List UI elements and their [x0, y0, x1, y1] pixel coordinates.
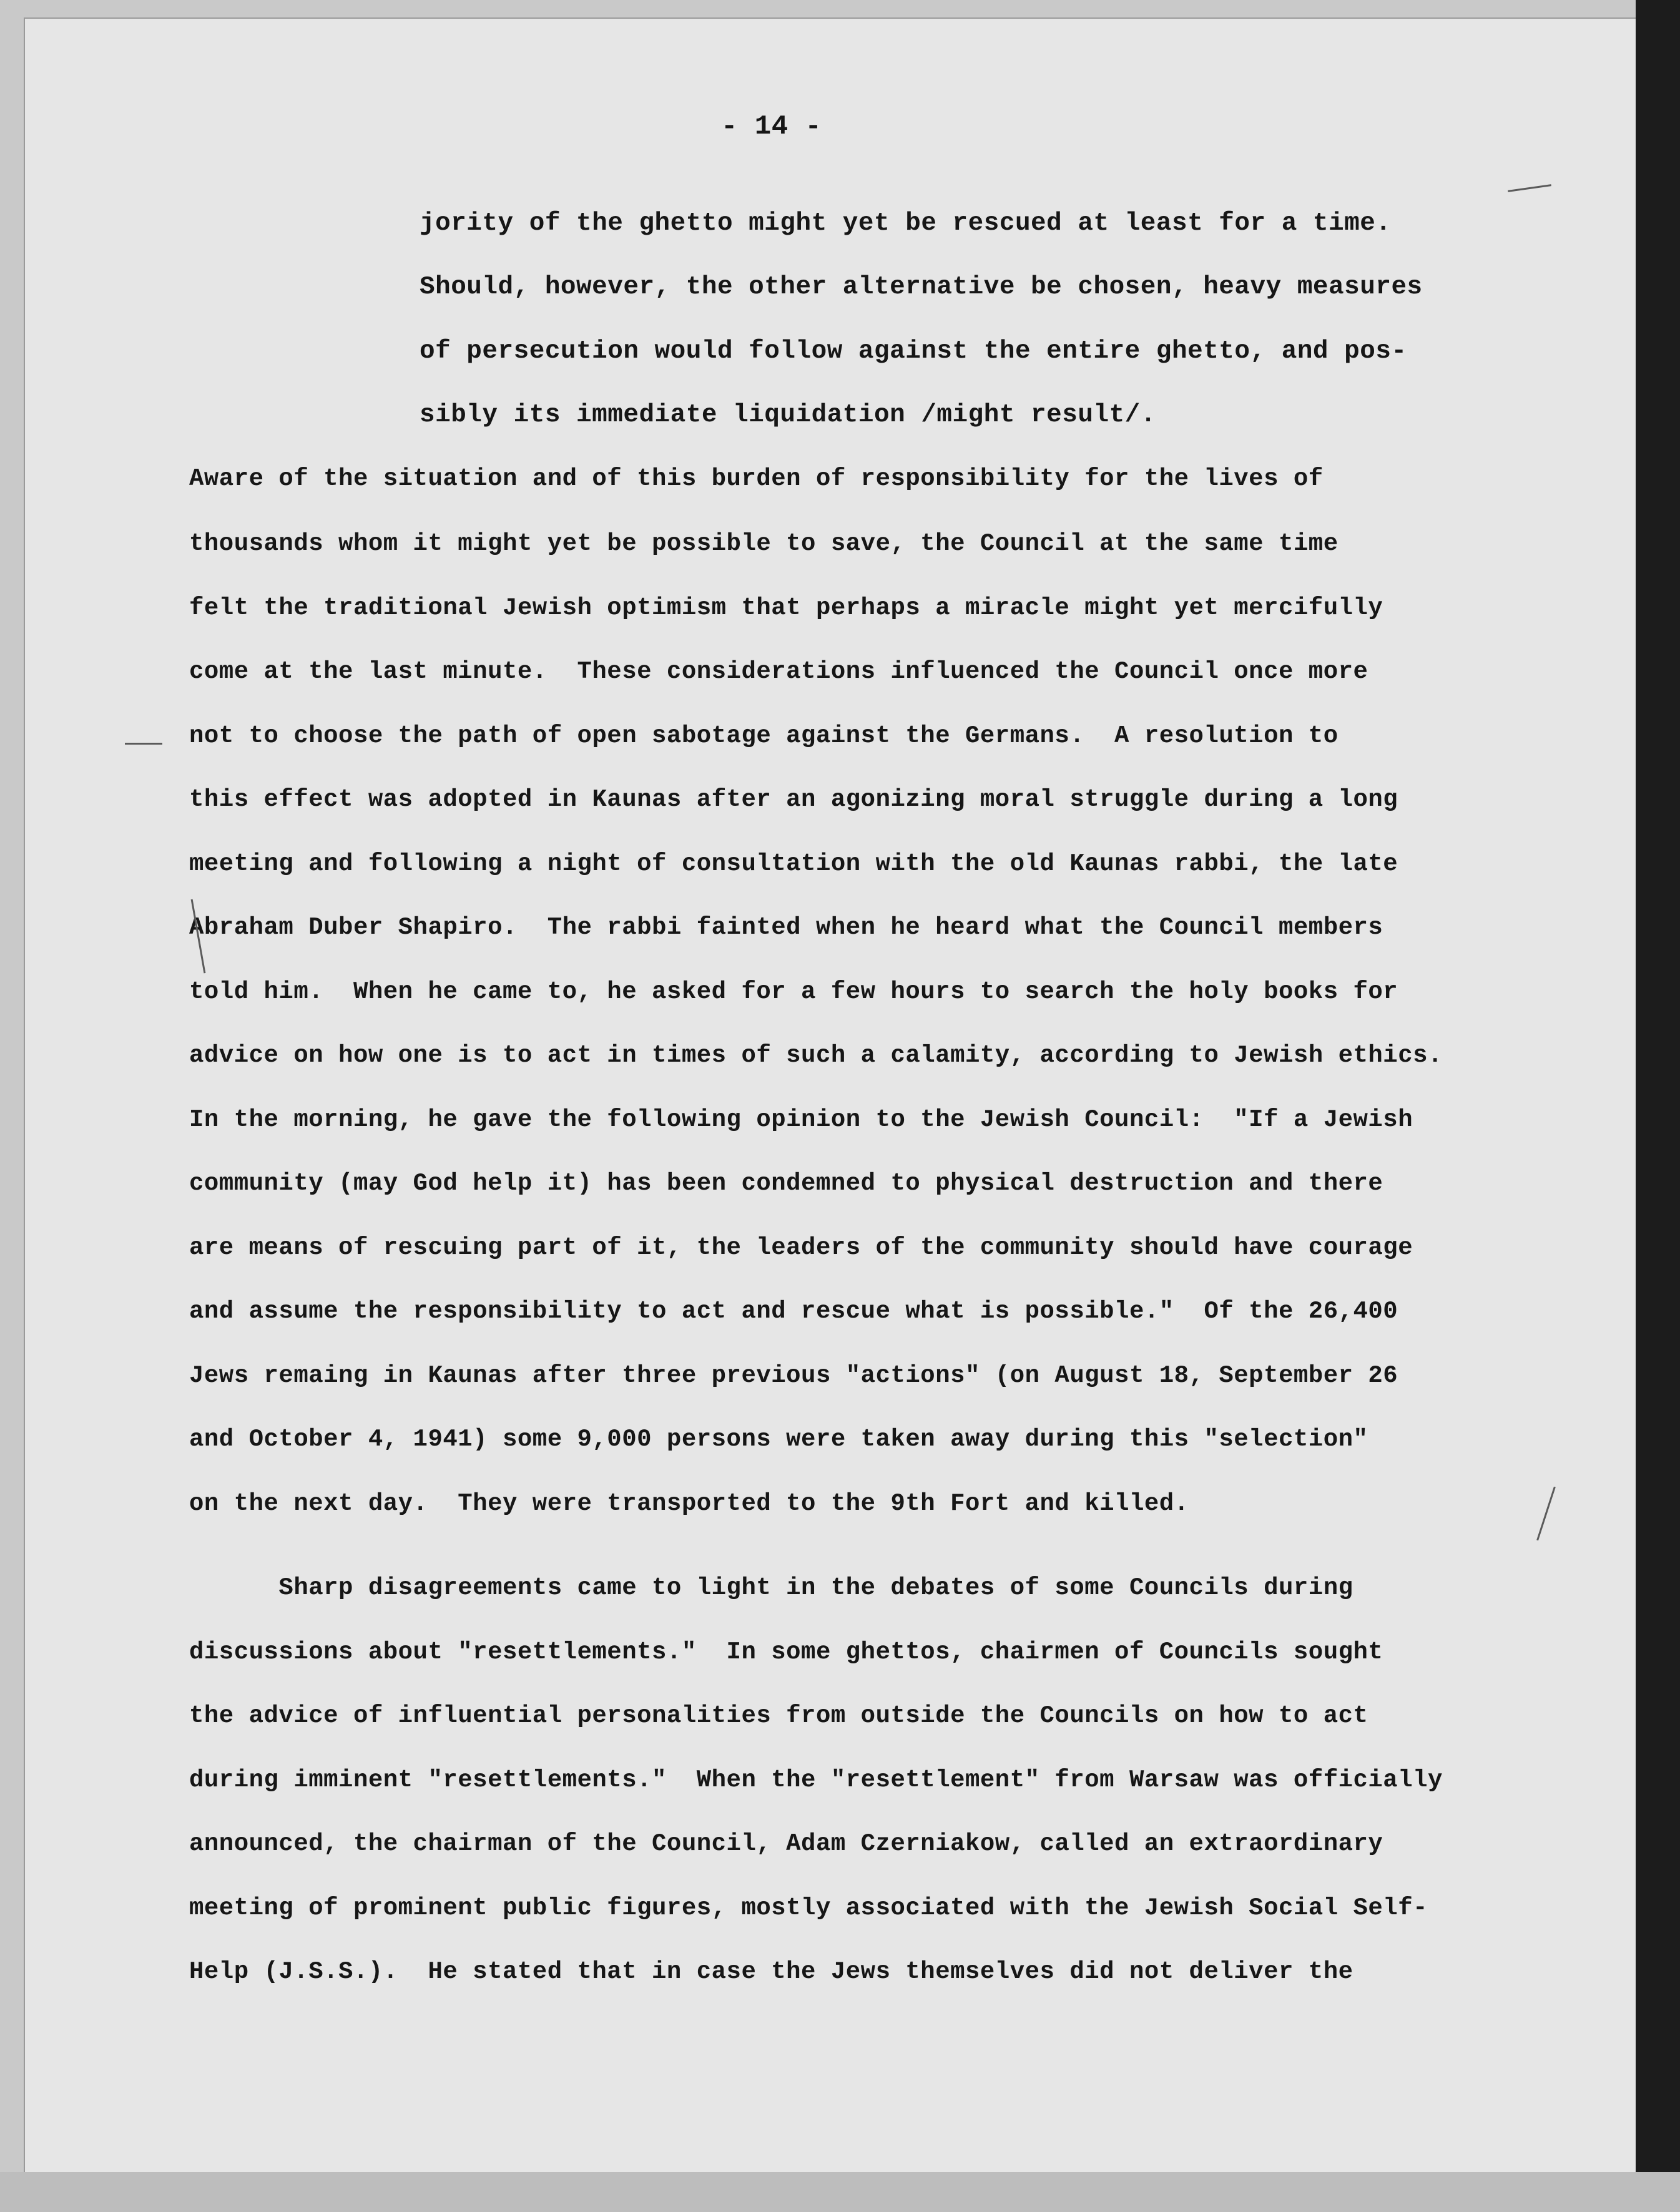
- paragraph-line: thousands whom it might yet be possible to save, the Council at the same time: [189, 530, 1339, 557]
- paragraph-line: are means of rescuing part of it, the leaders of the community should have courage: [189, 1234, 1413, 1261]
- quote-line: jority of the ghetto might yet be rescued at least for a time.: [420, 209, 1392, 238]
- paragraph-line: on the next day. They were transported to the 9th Fort and killed.: [189, 1490, 1189, 1517]
- paragraph-line: not to choose the path of open sabotage against the Germans. A resolution to: [189, 722, 1339, 750]
- paragraph-line: Abraham Duber Shapiro. The rabbi fainted when he heard what the Council members: [189, 914, 1383, 941]
- paragraph-line: discussions about "resettlements." In some ghettos, chairmen of Councils sought: [189, 1638, 1383, 1666]
- paragraph-line: meeting of prominent public figures, mostly associated with the Jewish Social Self-: [189, 1894, 1428, 1922]
- paragraph-line: this effect was adopted in Kaunas after an agonizing moral struggle during a long: [189, 786, 1398, 813]
- paragraph-line: during imminent "resettlements." When the "resettlement" from Warsaw was officially: [189, 1766, 1443, 1794]
- paragraph-line: Jews remaing in Kaunas after three previous "actions" (on August 18, September 26: [189, 1362, 1398, 1389]
- quote-line: Should, however, the other alternative be chosen, heavy measures: [420, 273, 1423, 301]
- paragraph-line: come at the last minute. These considerations influenced the Council once more: [189, 658, 1368, 685]
- scan-border-bottom: [0, 2172, 1680, 2212]
- paragraph-line: In the morning, he gave the following opinion to the Jewish Council: "If a Jewish: [189, 1106, 1413, 1133]
- paragraph-line: meeting and following a night of consultation with the old Kaunas rabbi, the late: [189, 850, 1398, 878]
- paragraph-line: Aware of the situation and of this burden of responsibility for the lives of: [189, 465, 1324, 492]
- paragraph-line: Help (J.S.S.). He stated that in case the Jews themselves did not deliver the: [189, 1958, 1353, 1985]
- paragraph-line: and assume the responsibility to act and rescue what is possible." Of the 26,400: [189, 1298, 1398, 1325]
- paragraph-line: community (may God help it) has been condemned to physical destruction and there: [189, 1170, 1383, 1197]
- page-number: - 14 -: [721, 111, 822, 142]
- paragraph-line: felt the traditional Jewish optimism that perhaps a miracle might yet mercifully: [189, 594, 1383, 622]
- scan-border-right: [1636, 0, 1680, 2212]
- quote-line: sibly its immediate liquidation /might result/.: [420, 401, 1156, 429]
- paragraph-line: Sharp disagreements came to light in the debates of some Councils during: [189, 1574, 1353, 1602]
- paragraph-line: advice on how one is to act in times of such a calamity, according to Jewish ethics.: [189, 1042, 1443, 1069]
- paragraph-line: told him. When he came to, he asked for a few hours to search the holy books for: [189, 978, 1398, 1006]
- paragraph-line: announced, the chairman of the Council, Adam Czerniakow, called an extraordinary: [189, 1830, 1383, 1857]
- paragraph-line: and October 4, 1941) some 9,000 persons were taken away during this "selection": [189, 1426, 1368, 1453]
- quote-line: of persecution would follow against the entire ghetto, and pos-: [420, 337, 1407, 366]
- scan-mark: [125, 743, 162, 745]
- paragraph-line: the advice of influential personalities from outside the Councils on how to act: [189, 1702, 1368, 1730]
